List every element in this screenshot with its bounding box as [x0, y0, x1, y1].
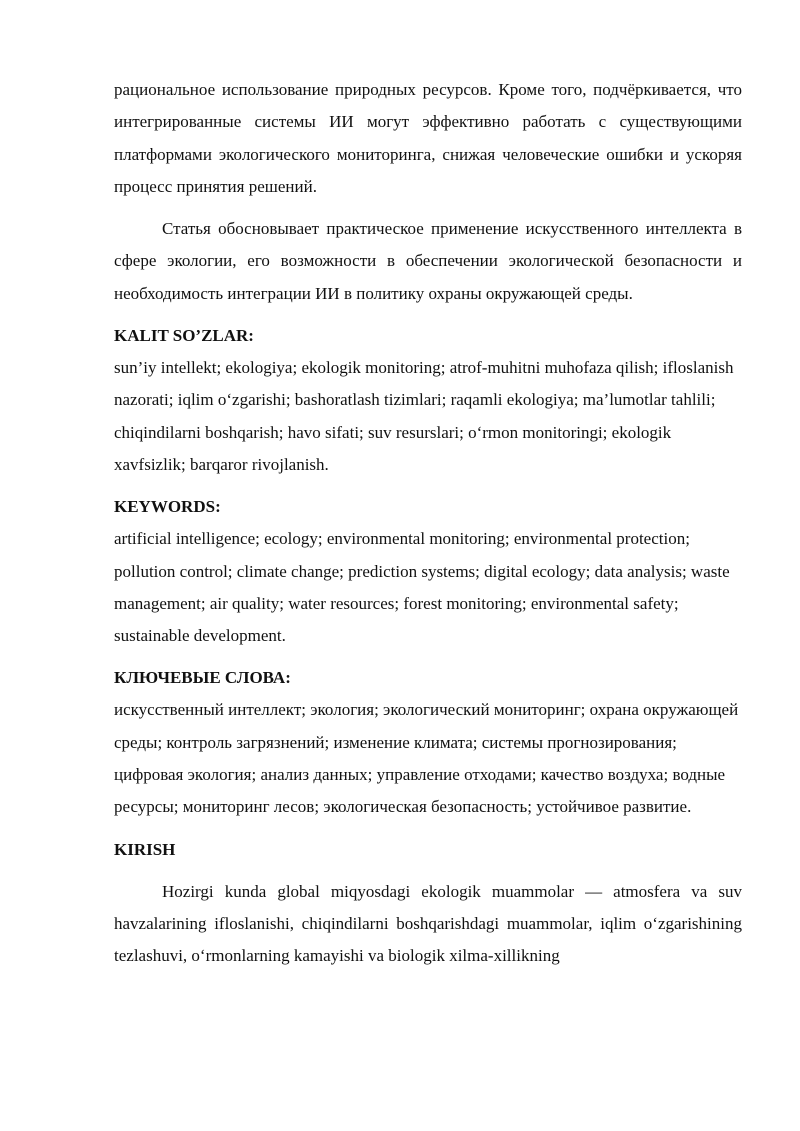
spacer	[114, 652, 742, 662]
spacer	[114, 203, 742, 213]
introduction-paragraph: Hozirgi kunda global miqyosdagi ekologik muammolar — atmosfera va suv havzalarining ifloslanishi, chiqindilarni boshqarishdagi muammolar, iqlim o‘zgarishining tezlashuvi, o‘rmonlarning kamayishi va biologik xilma-xillikning	[114, 881, 742, 966]
summary-paragraph: Статья обосновывает практическое применение искусственного интеллекта в сфере экологии, его возможности в обеспечении экологической безопасности и необходимость интеграции ИИ в политику охраны окружающей среды.	[114, 219, 742, 303]
keywords-uz-heading: KALIT SO’ZLAR:	[114, 326, 254, 346]
document-page	[114, 74, 742, 973]
keywords-en-heading: KEYWORDS:	[114, 497, 221, 517]
spacer	[114, 310, 742, 320]
spacer	[114, 824, 742, 834]
intro-continuation-paragraph: рациональное использование природных ресурсов. Кроме того, подчёркивается, что интегрированные системы ИИ могут эффективно работать с существующими платформами экологического мониторинга, снижая человеческие ошибки и ускоряя процесс принятия решений.	[114, 80, 742, 196]
introduction-heading: KIRISH	[114, 839, 176, 859]
keywords-uz-text: sun’iy intellekt; ekologiya; ekologik monitoring; atrof-muhitni muhofaza qilish; ifloslanish nazorati; iqlim o‘zgarishi; bashoratlash tizimlari; raqamli ekologiya; ma’lumotlar tahlili; chiqindilarni boshqarish; havo sifati; suv resurslari; o‘rmon monitoringi; ekologik xavfsizlik; barqaror rivojlanish.	[114, 358, 734, 474]
keywords-ru-heading: КЛЮЧЕВЫЕ СЛОВА:	[114, 668, 291, 688]
spacer	[114, 866, 742, 876]
keywords-en-text: artificial intelligence; ecology; environmental monitoring; environmental protection; pollution control; climate change; prediction systems; digital ecology; data analysis; waste management; air quality; water resources; forest monitoring; environmental safety; sustainable development.	[114, 529, 730, 646]
spacer	[114, 481, 742, 491]
keywords-ru-text: искусственный интеллект; экология; экологический мониторинг; охрана окружающей среды; контроль загрязнений; изменение климата; системы прогнозирования; цифровая экология; анализ данных; управление отходами; качество воздуха; водные ресурсы; мониторинг лесов; экологическая безопасность; устойчивое развитие.	[114, 700, 739, 817]
